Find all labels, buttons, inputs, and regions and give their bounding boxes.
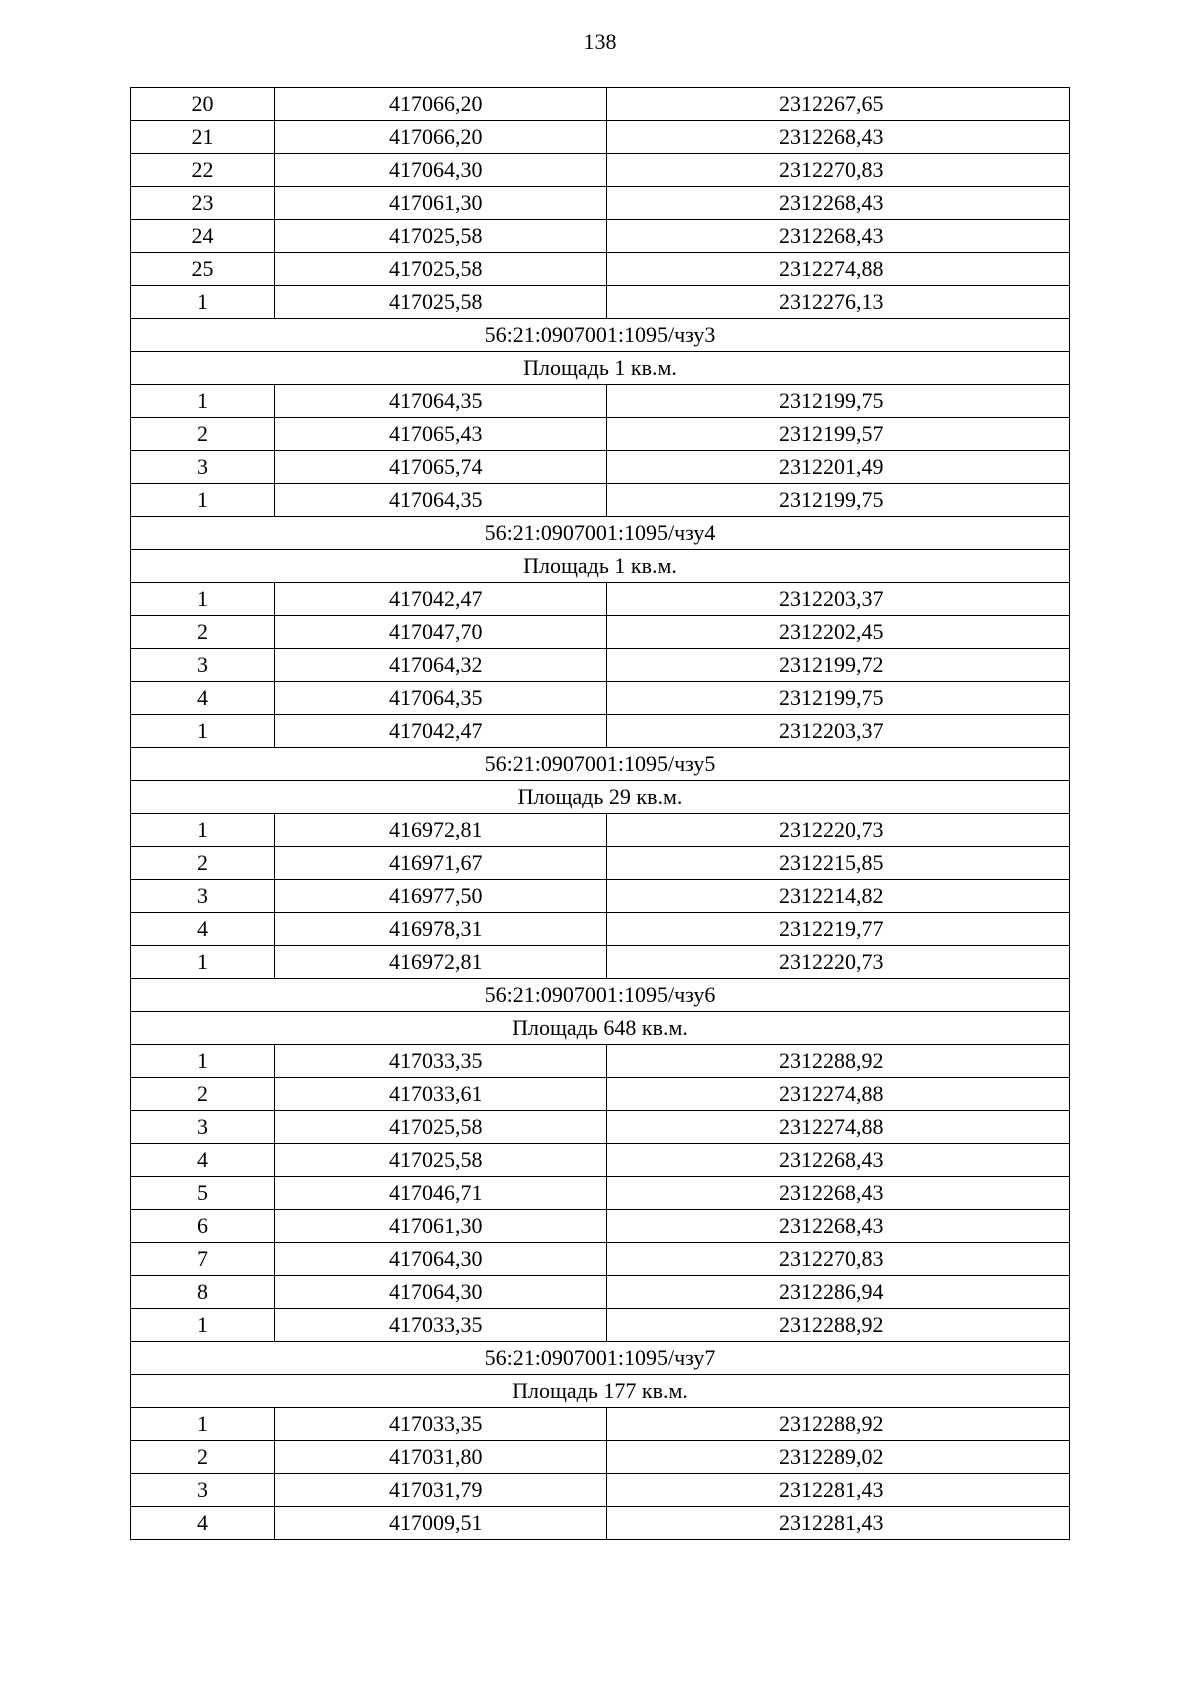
y-coordinate-cell: 2312286,94 (607, 1276, 1070, 1309)
section-header-cell: 56:21:0907001:1095/чзу5 (131, 748, 1070, 781)
x-coordinate-cell: 417064,35 (275, 682, 607, 715)
section-header-row (131, 517, 1070, 550)
x-coordinate-cell: 417061,30 (275, 1210, 607, 1243)
y-coordinate-cell: 2312274,88 (607, 1111, 1070, 1144)
point-number-cell: 3 (131, 451, 275, 484)
x-coordinate-cell: 417047,70 (275, 616, 607, 649)
point-number-cell: 24 (131, 220, 275, 253)
section-header-cell: Площадь 1 кв.м. (131, 550, 1070, 583)
section-header-cell: Площадь 648 кв.м. (131, 1012, 1070, 1045)
table-row (131, 187, 1070, 220)
y-coordinate-cell: 2312199,75 (607, 682, 1070, 715)
table-row (131, 88, 1070, 121)
x-coordinate-cell: 417042,47 (275, 583, 607, 616)
point-number-cell: 1 (131, 1408, 275, 1441)
point-number-cell: 1 (131, 484, 275, 517)
point-number-cell: 2 (131, 1441, 275, 1474)
point-number-cell: 2 (131, 418, 275, 451)
section-header-row (131, 979, 1070, 1012)
point-number-cell: 8 (131, 1276, 275, 1309)
x-coordinate-cell: 417025,58 (275, 1111, 607, 1144)
y-coordinate-cell: 2312201,49 (607, 451, 1070, 484)
y-coordinate-cell: 2312199,72 (607, 649, 1070, 682)
x-coordinate-cell: 417031,80 (275, 1441, 607, 1474)
table-row (131, 253, 1070, 286)
y-coordinate-cell: 2312268,43 (607, 121, 1070, 154)
y-coordinate-cell: 2312202,45 (607, 616, 1070, 649)
y-coordinate-cell: 2312288,92 (607, 1045, 1070, 1078)
y-coordinate-cell: 2312281,43 (607, 1474, 1070, 1507)
x-coordinate-cell: 417064,30 (275, 1243, 607, 1276)
x-coordinate-cell: 417033,61 (275, 1078, 607, 1111)
point-number-cell: 1 (131, 1045, 275, 1078)
y-coordinate-cell: 2312199,75 (607, 484, 1070, 517)
x-coordinate-cell: 417033,35 (275, 1309, 607, 1342)
y-coordinate-cell: 2312288,92 (607, 1309, 1070, 1342)
y-coordinate-cell: 2312288,92 (607, 1408, 1070, 1441)
y-coordinate-cell: 2312276,13 (607, 286, 1070, 319)
section-header-row (131, 319, 1070, 352)
point-number-cell: 1 (131, 1309, 275, 1342)
section-header-cell: Площадь 177 кв.м. (131, 1375, 1070, 1408)
point-number-cell: 1 (131, 385, 275, 418)
point-number-cell: 1 (131, 814, 275, 847)
section-header-cell: 56:21:0907001:1095/чзу4 (131, 517, 1070, 550)
table-row (131, 1243, 1070, 1276)
point-number-cell: 21 (131, 121, 275, 154)
table-row (131, 1078, 1070, 1111)
y-coordinate-cell: 2312274,88 (607, 253, 1070, 286)
table-row (131, 484, 1070, 517)
table-row (131, 220, 1070, 253)
section-header-cell: 56:21:0907001:1095/чзу3 (131, 319, 1070, 352)
point-number-cell: 3 (131, 1474, 275, 1507)
point-number-cell: 1 (131, 583, 275, 616)
table-row (131, 286, 1070, 319)
table-row (131, 682, 1070, 715)
y-coordinate-cell: 2312268,43 (607, 1177, 1070, 1210)
table-row (131, 583, 1070, 616)
x-coordinate-cell: 417031,79 (275, 1474, 607, 1507)
table-row (131, 418, 1070, 451)
section-header-row (131, 1342, 1070, 1375)
x-coordinate-cell: 416971,67 (275, 847, 607, 880)
point-number-cell: 1 (131, 715, 275, 748)
table-row (131, 1210, 1070, 1243)
table-row (131, 121, 1070, 154)
point-number-cell: 2 (131, 847, 275, 880)
x-coordinate-cell: 417033,35 (275, 1045, 607, 1078)
table-row (131, 814, 1070, 847)
x-coordinate-cell: 417025,58 (275, 286, 607, 319)
y-coordinate-cell: 2312203,37 (607, 583, 1070, 616)
table-row (131, 1144, 1070, 1177)
y-coordinate-cell: 2312220,73 (607, 946, 1070, 979)
y-coordinate-cell: 2312289,02 (607, 1441, 1070, 1474)
point-number-cell: 4 (131, 913, 275, 946)
y-coordinate-cell: 2312214,82 (607, 880, 1070, 913)
table-row (131, 1177, 1070, 1210)
table-row (131, 1408, 1070, 1441)
point-number-cell: 25 (131, 253, 275, 286)
x-coordinate-cell: 416972,81 (275, 814, 607, 847)
table-row (131, 913, 1070, 946)
y-coordinate-cell: 2312268,43 (607, 1210, 1070, 1243)
section-header-row (131, 781, 1070, 814)
table-row (131, 1441, 1070, 1474)
y-coordinate-cell: 2312270,83 (607, 154, 1070, 187)
point-number-cell: 4 (131, 682, 275, 715)
table-row (131, 451, 1070, 484)
table-row (131, 1111, 1070, 1144)
section-header-row (131, 352, 1070, 385)
point-number-cell: 3 (131, 649, 275, 682)
x-coordinate-cell: 417065,74 (275, 451, 607, 484)
point-number-cell: 3 (131, 1111, 275, 1144)
section-header-cell: 56:21:0907001:1095/чзу6 (131, 979, 1070, 1012)
point-number-cell: 3 (131, 880, 275, 913)
y-coordinate-cell: 2312215,85 (607, 847, 1070, 880)
table-row (131, 880, 1070, 913)
table-row (131, 1309, 1070, 1342)
y-coordinate-cell: 2312268,43 (607, 187, 1070, 220)
table-row (131, 385, 1070, 418)
table-row (131, 649, 1070, 682)
x-coordinate-cell: 416977,50 (275, 880, 607, 913)
x-coordinate-cell: 416978,31 (275, 913, 607, 946)
point-number-cell: 20 (131, 88, 275, 121)
coordinates-table (130, 87, 1070, 1540)
section-header-row (131, 748, 1070, 781)
coordinates-table-body (131, 88, 1070, 1540)
table-row (131, 1474, 1070, 1507)
x-coordinate-cell: 417042,47 (275, 715, 607, 748)
point-number-cell: 7 (131, 1243, 275, 1276)
y-coordinate-cell: 2312199,57 (607, 418, 1070, 451)
table-row (131, 847, 1070, 880)
x-coordinate-cell: 417046,71 (275, 1177, 607, 1210)
x-coordinate-cell: 417025,58 (275, 253, 607, 286)
x-coordinate-cell: 417064,35 (275, 484, 607, 517)
table-row (131, 715, 1070, 748)
x-coordinate-cell: 417025,58 (275, 1144, 607, 1177)
x-coordinate-cell: 417061,30 (275, 187, 607, 220)
section-header-cell: Площадь 29 кв.м. (131, 781, 1070, 814)
y-coordinate-cell: 2312281,43 (607, 1507, 1070, 1540)
section-header-cell: 56:21:0907001:1095/чзу7 (131, 1342, 1070, 1375)
x-coordinate-cell: 417066,20 (275, 88, 607, 121)
section-header-row (131, 550, 1070, 583)
point-number-cell: 2 (131, 1078, 275, 1111)
point-number-cell: 6 (131, 1210, 275, 1243)
x-coordinate-cell: 417064,32 (275, 649, 607, 682)
y-coordinate-cell: 2312268,43 (607, 1144, 1070, 1177)
point-number-cell: 2 (131, 616, 275, 649)
y-coordinate-cell: 2312220,73 (607, 814, 1070, 847)
point-number-cell: 22 (131, 154, 275, 187)
x-coordinate-cell: 417033,35 (275, 1408, 607, 1441)
x-coordinate-cell: 417064,30 (275, 154, 607, 187)
section-header-row (131, 1375, 1070, 1408)
x-coordinate-cell: 417065,43 (275, 418, 607, 451)
y-coordinate-cell: 2312270,83 (607, 1243, 1070, 1276)
section-header-cell: Площадь 1 кв.м. (131, 352, 1070, 385)
x-coordinate-cell: 417066,20 (275, 121, 607, 154)
y-coordinate-cell: 2312199,75 (607, 385, 1070, 418)
point-number-cell: 4 (131, 1144, 275, 1177)
table-row (131, 1045, 1070, 1078)
y-coordinate-cell: 2312274,88 (607, 1078, 1070, 1111)
y-coordinate-cell: 2312219,77 (607, 913, 1070, 946)
point-number-cell: 5 (131, 1177, 275, 1210)
table-row (131, 1276, 1070, 1309)
point-number-cell: 23 (131, 187, 275, 220)
page-number: 138 (583, 29, 617, 54)
x-coordinate-cell: 417025,58 (275, 220, 607, 253)
y-coordinate-cell: 2312203,37 (607, 715, 1070, 748)
table-row (131, 946, 1070, 979)
section-header-row (131, 1012, 1070, 1045)
table-row (131, 1507, 1070, 1540)
table-row (131, 616, 1070, 649)
x-coordinate-cell: 417064,30 (275, 1276, 607, 1309)
point-number-cell: 1 (131, 946, 275, 979)
point-number-cell: 1 (131, 286, 275, 319)
y-coordinate-cell: 2312268,43 (607, 220, 1070, 253)
y-coordinate-cell: 2312267,65 (607, 88, 1070, 121)
x-coordinate-cell: 416972,81 (275, 946, 607, 979)
x-coordinate-cell: 417009,51 (275, 1507, 607, 1540)
point-number-cell: 4 (131, 1507, 275, 1540)
table-row (131, 154, 1070, 187)
x-coordinate-cell: 417064,35 (275, 385, 607, 418)
